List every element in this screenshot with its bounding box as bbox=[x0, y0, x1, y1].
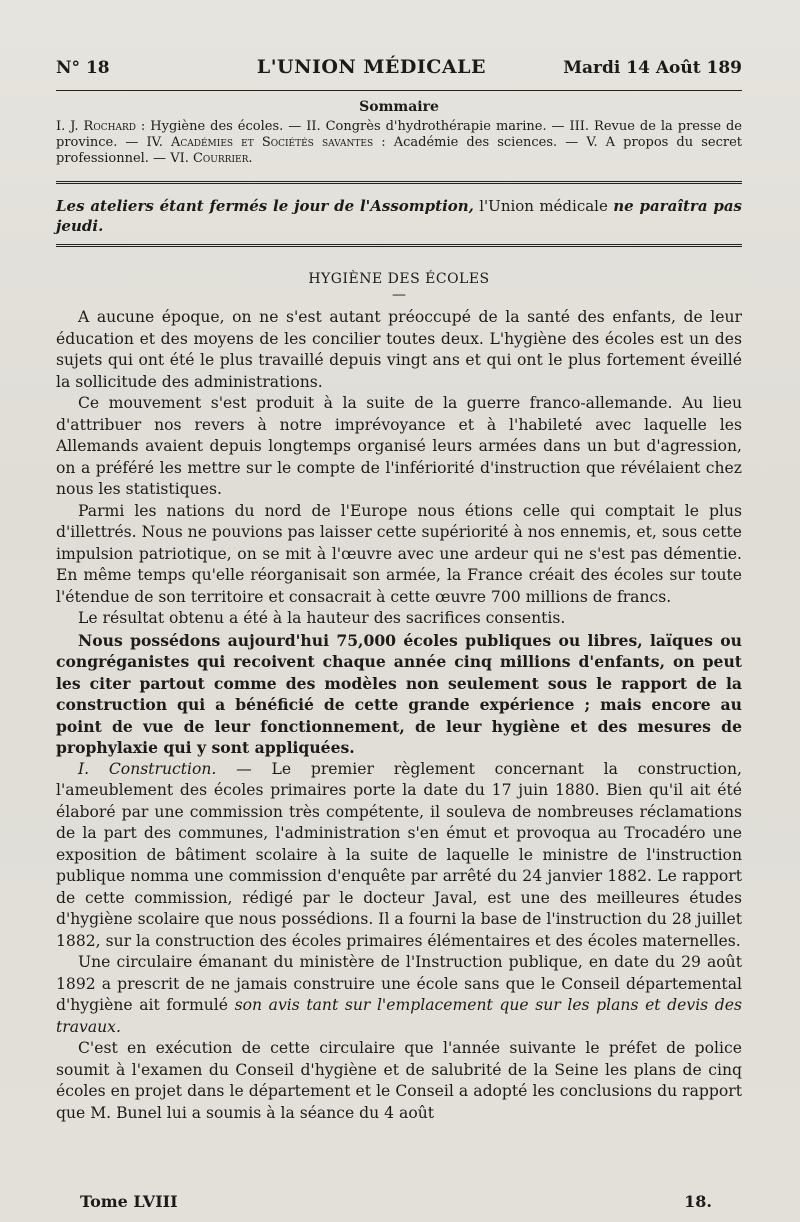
notice-part3: ne paraîtra pas jeudi. bbox=[56, 197, 742, 235]
summary-double-rule bbox=[56, 181, 742, 186]
paragraph-4: Le résultat obtenu a été à la hauteur des sacrifices consentis. bbox=[78, 609, 566, 627]
running-head bbox=[56, 56, 742, 84]
article-body bbox=[56, 307, 742, 1124]
signature-mark: 18. bbox=[684, 1192, 712, 1211]
paragraph-construction bbox=[56, 759, 742, 953]
header-rule bbox=[56, 90, 742, 91]
construction-label: I. Construction. bbox=[78, 759, 217, 778]
closure-notice bbox=[56, 196, 742, 236]
article-title: HYGIÈNE DES ÉCOLES bbox=[308, 271, 490, 287]
page-footer bbox=[80, 1192, 712, 1211]
paragraph-2: Ce mouvement s'est produit à la suite de la guerre franco-allemande. Au lieu d'attribuer nos revers à notre imprévoyance et à l'habileté avec laquelle les Allemands avaient depuis longtemps organisé leurs armées dans un but d'agression, on a préféré les mettre sur le compte de l'infériorité d'instruction que révélaient chez nous les statistiques. bbox=[56, 394, 742, 498]
summary-contents bbox=[56, 119, 742, 167]
circular-text: Une circulaire émanant du ministère de l'Instruction publique, en date du 29 août 1892 a prescrit de ne jamais construire une école sans que le Conseil départemental d'hygiène ait formulé bbox=[56, 953, 742, 1014]
notice-double-rule bbox=[56, 244, 742, 249]
volume-label: Tome LVIII bbox=[80, 1192, 178, 1211]
construction-text: — Le premier règlement concernant la construction, l'ameublement des écoles primaires porte la date du 17 juin 1880. Bien qu'il ait été élaboré par une commission très compétente, il souleva de nombreuses réclamations de la part des communes, l'administration s'en émut et provoqua au Trocadéro une exposition de bâtiment scolaire à la suite de laquelle le ministre de l'instruction publique nomma une commission d'enquête par arrêté du 24 janvier 1882. Le rapport de cette commission, rédigé par le docteur Javal, est une des meilleures études d'hygiène scolaire que nous possédions. Il a fourni la base de l'instruction du 28 juillet 1882, sur la construction des écoles primaires élémentaires et des écoles maternelles. bbox=[56, 759, 743, 950]
paragraph-last: C'est en exécution de cette circulaire que l'année suivante le préfet de police soumit à l'examen du Conseil d'hygiène et de salubrité de la Seine les plans de cinq écoles en projet dans le département et le Conseil a adopté les conclusions du rapport que M. Bunel lui a soumis à la séance du 4 août bbox=[56, 1039, 742, 1122]
journal-title: L'UNION MÉDICALE bbox=[256, 56, 486, 78]
summary-item6-label: Courrier. bbox=[192, 151, 253, 166]
circular-italic: son avis tant sur l'emplacement que sur les plans et devis des travaux. bbox=[56, 996, 743, 1036]
summary-title: Sommaire bbox=[359, 99, 439, 115]
summary-item1-rest: : Hygiène des écoles. — II. Congrès d'hydrothérapie marine. — III. Revue de la presse de province. — IV. bbox=[56, 119, 742, 150]
summary-item4-rest: : Académie des sciences. — V. A propos du secret professionnel. — VI. bbox=[56, 135, 742, 166]
summary-item4-label: Académies et Sociétés savantes bbox=[171, 135, 374, 150]
summary-item1-prefix: I. J. bbox=[56, 119, 84, 134]
summary-item1-author: Rochard bbox=[83, 119, 136, 134]
paragraph-circular bbox=[56, 952, 742, 1038]
paragraph-3: Parmi les nations du nord de l'Europe nous étions celle qui comptait le plus d'illettrés. Nous ne pouvions pas laisser cette supériorité à nos ennemis, et, sous cette impulsion patriotique, on se mit à l'œuvre avec une ardeur qui ne s'est pas démentie. En même temps qu'elle réorganisait son armée, la France créait des écoles sur toute l'étendue de son territoire et consacrait à cette œuvre 700 millions de francs. bbox=[56, 501, 742, 606]
paragraph-5: Nous possédons aujourd'hui 75,000 écoles publiques ou libres, laïques ou congréganistes qui recoivent chaque année cinq millions d'enfants, on peut les citer partout comme des modèles non seulement sous le rapport de la construction qui a bénéficié de cette grande expérience ; mais encore au point de vue de leur fonctionnement, de leur hygiène et des mesures de prophylaxie qui y sont appliquées. bbox=[56, 630, 742, 757]
title-dash: — bbox=[392, 287, 406, 303]
paragraph-1: A aucune époque, on ne s'est autant préoccupé de la santé des enfants, de leur éducation et des moyens de les concilier toutes deux. L'hygiène des écoles est un des sujets qui ont été le plus travaillé depuis vingt ans et qui ont le plus fortement éveillé la sollicitude des administrations. bbox=[56, 308, 742, 391]
issue-date: Mardi 14 Août 189 bbox=[563, 58, 742, 78]
notice-part2: l'Union médicale bbox=[473, 197, 614, 215]
issue-number: N° 18 bbox=[56, 58, 110, 78]
notice-part1: Les ateliers étant fermés le jour de l'Assomption, bbox=[56, 197, 474, 215]
